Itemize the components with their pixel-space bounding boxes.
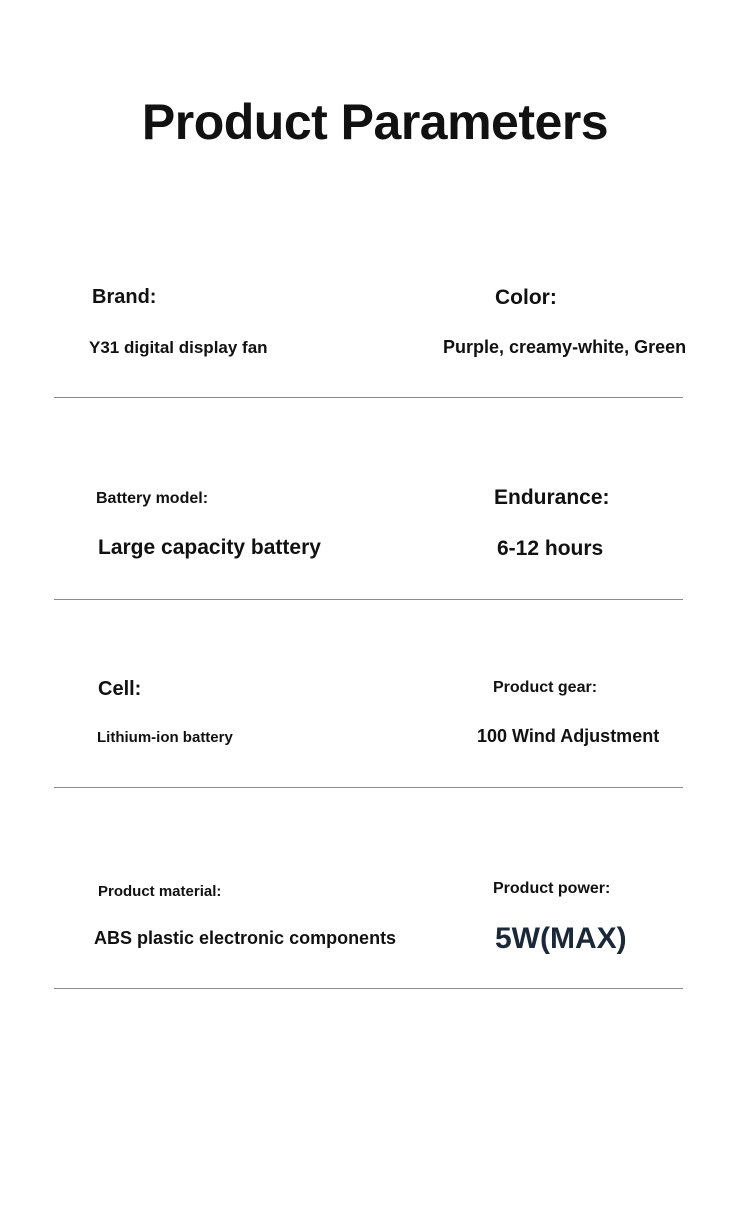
product-power-value: 5W(MAX) [495,922,627,955]
cell-label: Cell: [98,678,142,700]
endurance-label: Endurance: [494,486,610,509]
product-material-value: ABS plastic electronic components [94,928,397,948]
brand-label: Brand: [92,286,157,308]
battery-model-label: Battery model: [96,490,209,507]
color-value: Purple, creamy-white, Green [443,337,687,357]
product-material-label: Product material: [98,883,222,900]
color-label: Color: [495,286,557,309]
brand-value: Y31 digital display fan [89,338,268,357]
battery-model-value: Large capacity battery [98,536,321,559]
product-gear-value: 100 Wind Adjustment [477,726,660,746]
cell-value: Lithium-ion battery [97,729,233,746]
product-gear-label: Product gear: [493,679,598,696]
page-title: Product Parameters [141,94,609,150]
product-power-label: Product power: [493,880,611,897]
row-divider [54,599,683,600]
row-divider [54,397,683,398]
endurance-value: 6-12 hours [497,537,604,560]
row-divider [54,787,683,788]
row-divider [54,988,683,989]
